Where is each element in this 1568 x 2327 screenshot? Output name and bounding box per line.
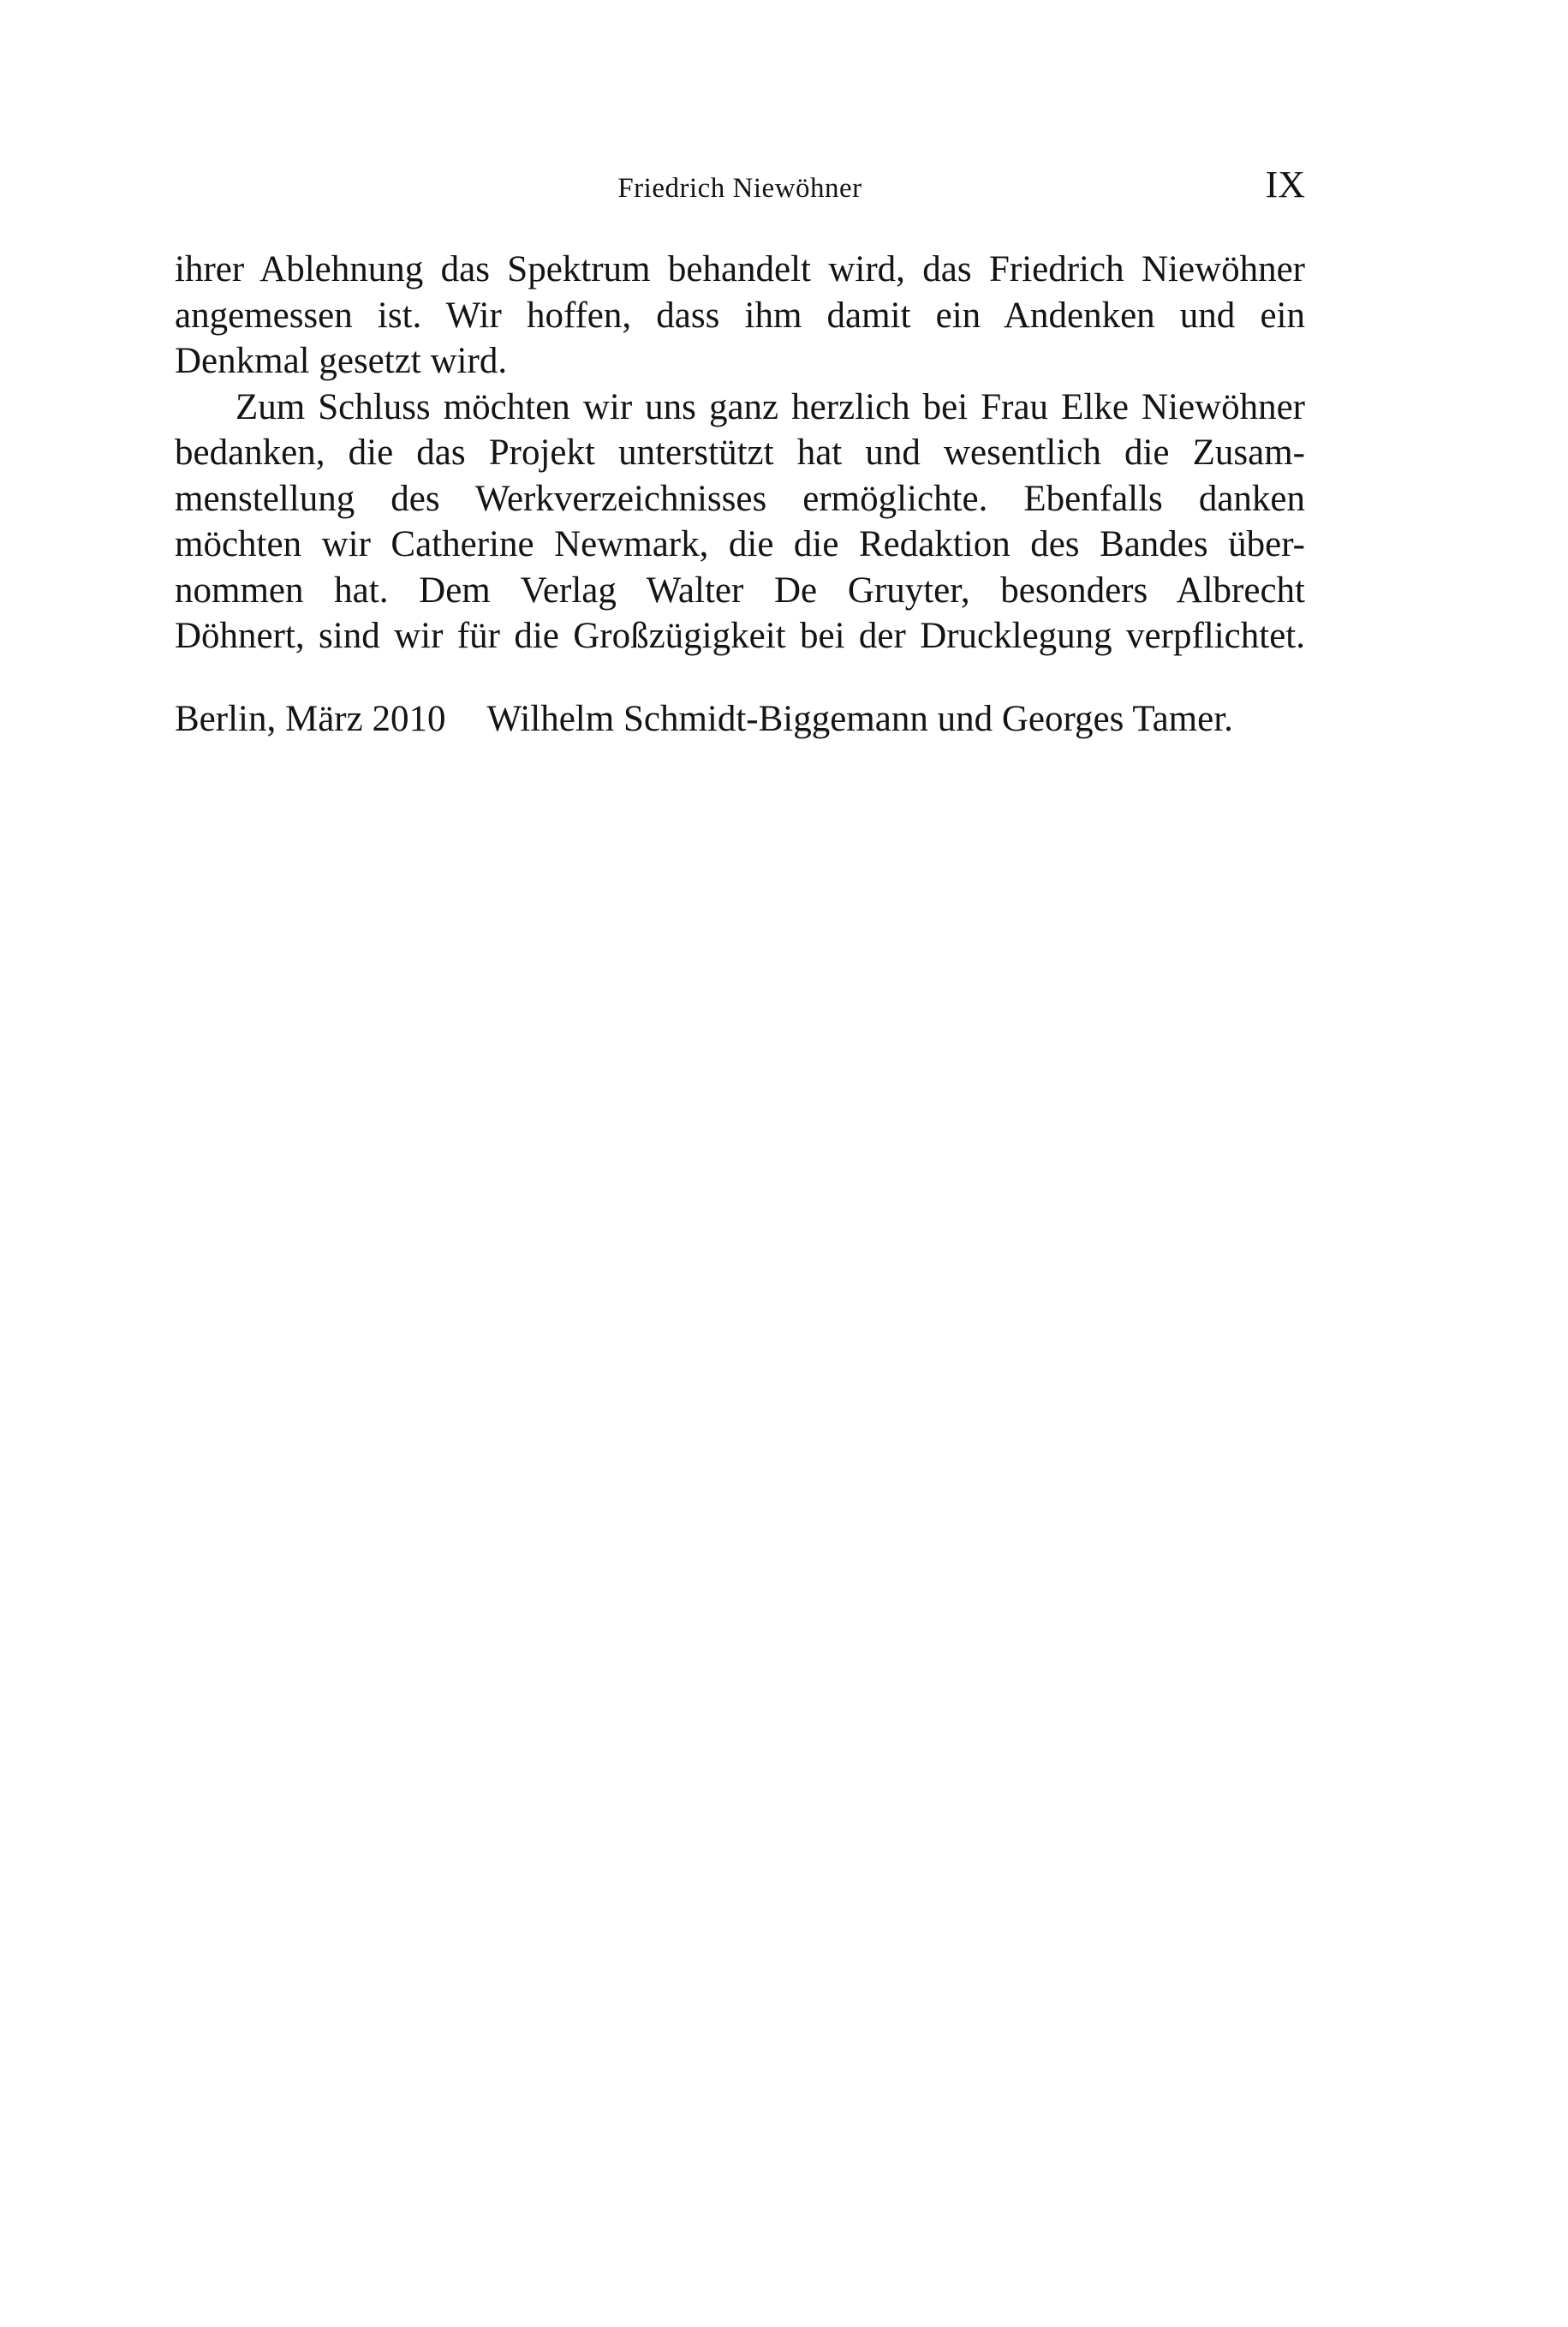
text-line: Zum Schluss möchten wir uns ganz herzlich bei Frau Elke Niewöhner (235, 386, 1305, 427)
page-number: IX (1265, 164, 1305, 206)
text-line: angemessen ist. Wir hoffen, dass ihm damit ein Andenken und ein (175, 295, 1305, 336)
text-line: ihrer Ablehnung das Spektrum behandelt wird, das Friedrich Niewöhner (175, 249, 1305, 289)
text-line: möchten wir Catherine Newmark, die die Redaktion des Bandes über- (175, 524, 1305, 564)
text-line: Döhnert, sind wir für die Großzügigkeit bei der Drucklegung verpflichtet. (175, 616, 1305, 656)
text-block (175, 247, 1305, 742)
running-title: Friedrich Niewöhner (617, 173, 862, 204)
signature-names: Wilhelm Schmidt-Biggemann und Georges Tamer. (486, 698, 1233, 739)
page-header (175, 163, 1305, 206)
text-line: menstellung des Werkverzeichnisses ermöglichte. Ebenfalls danken (175, 478, 1305, 519)
text-line: Denkmal gesetzt wird. (175, 341, 508, 381)
signature-line (175, 696, 1305, 743)
text-line: nommen hat. Dem Verlag Walter De Gruyter, besonders Albrecht (175, 570, 1305, 611)
text-line: bedanken, die das Projekt unterstützt hat und wesentlich die Zusam- (175, 433, 1305, 473)
signature-place-date: Berlin, März 2010 (175, 698, 446, 739)
paragraph (175, 247, 1305, 385)
paragraph (175, 385, 1305, 659)
